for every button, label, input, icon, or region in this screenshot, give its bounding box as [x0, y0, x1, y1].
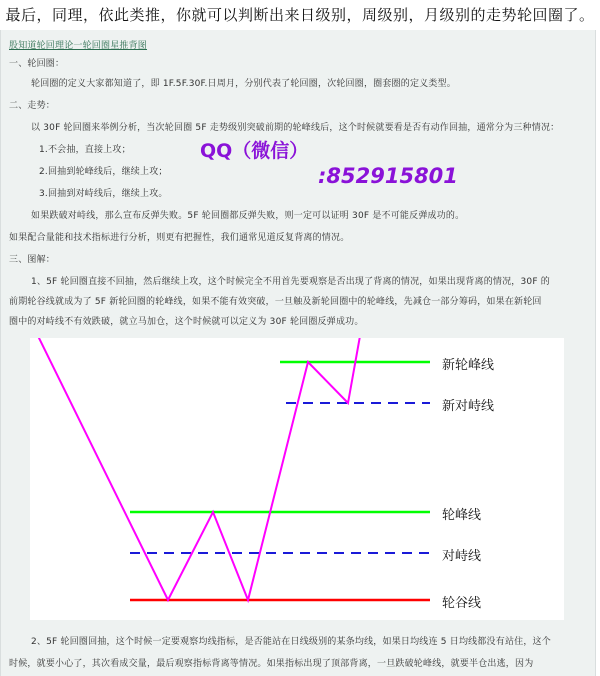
label-new-confront-line: 新对峙线 — [442, 399, 495, 414]
label-valley-line: 轮谷线 — [442, 596, 482, 611]
section-2-heading: 二、走势： — [9, 101, 56, 111]
section-3-heading: 三、图解： — [9, 255, 56, 265]
para-1-line-3: 圈中的对峙线不有效跌破，就立马加仓，这个时候就可以定义为 30F 轮回圈反弹成功。 — [9, 317, 364, 327]
label-new-peak-line: 新轮峰线 — [442, 358, 495, 373]
article-title[interactable] — [9, 38, 147, 51]
para-2-line-1: 2、5F 轮回圈回抽，这个时候一定要观察均线指标，是否能站在日线级别的某条均线，如果日均线连 5 日均线都没有站住，这个 — [31, 637, 551, 647]
section-1-text: 轮回圈的定义大家都知道了，即 1F.5F.30F.日周月，分别代表了轮回圈，次轮回圈，圈套圈的定义类型。 — [31, 79, 456, 89]
article-title-link[interactable]: 股知道轮回理论一轮回圈星推背图 — [9, 41, 148, 51]
qq-watermark-label: QQ（微信） — [200, 140, 309, 162]
label-confront-line: 对峙线 — [442, 549, 482, 564]
option-3: 3.回抽到对峙线后，继续上攻。 — [39, 189, 168, 199]
option-2: 2.回抽到轮峰线后，继续上攻； — [39, 167, 168, 177]
section-2-text: 以 30F 轮回圈来举例分析，当次轮回圈 5F 走势级别突破前期的轮峰线后，这个时候就要看是否有动作回抽，通常分为三种情况： — [31, 123, 560, 133]
para-1-line-2: 前期轮谷线就成为了 5F 新轮回圈的轮峰线，如果不能有效突破，一旦触及新轮回圈中的轮峰线，先减仓一部分筹码，如果在新轮回 — [9, 297, 542, 307]
intro-line: 最后，同理，依此类推，你就可以判断出来日级别，周级别，月级别的走势轮回圈了。 — [5, 6, 595, 24]
para-2-line-2: 时候，就要小心了，其次看成交量，最后观察指标背离等情况。如果指标出现了顶部背离，一旦跌破轮峰线，就要半仓出逃，因为 — [9, 659, 534, 669]
label-peak-line: 轮峰线 — [442, 508, 482, 523]
para-1-line-1: 1、5F 轮回圈直接不回抽，然后继续上攻，这个时候完全不用首先要观察是否出现了背离的情况，如果出现背离的情况，30F 的 — [31, 277, 550, 287]
section-1-heading: 一、轮回圈： — [9, 59, 65, 69]
price-path — [38, 338, 360, 600]
fail-text: 如果跌破对峙线，那么宣布反弹失败。5F 轮回圈都反弹失败，则一定可以证明 30F 是不可能反弹成功的。 — [31, 211, 465, 221]
combine-text: 如果配合量能和技术指标进行分析，则更有把握性，我们通常见道反复背离的情况。 — [9, 233, 350, 243]
cycle-diagram-svg — [30, 338, 564, 620]
cycle-diagram — [30, 338, 564, 620]
qq-watermark-number: :852915801 — [318, 164, 458, 188]
option-1: 1.不会抽，直接上攻； — [39, 145, 131, 155]
